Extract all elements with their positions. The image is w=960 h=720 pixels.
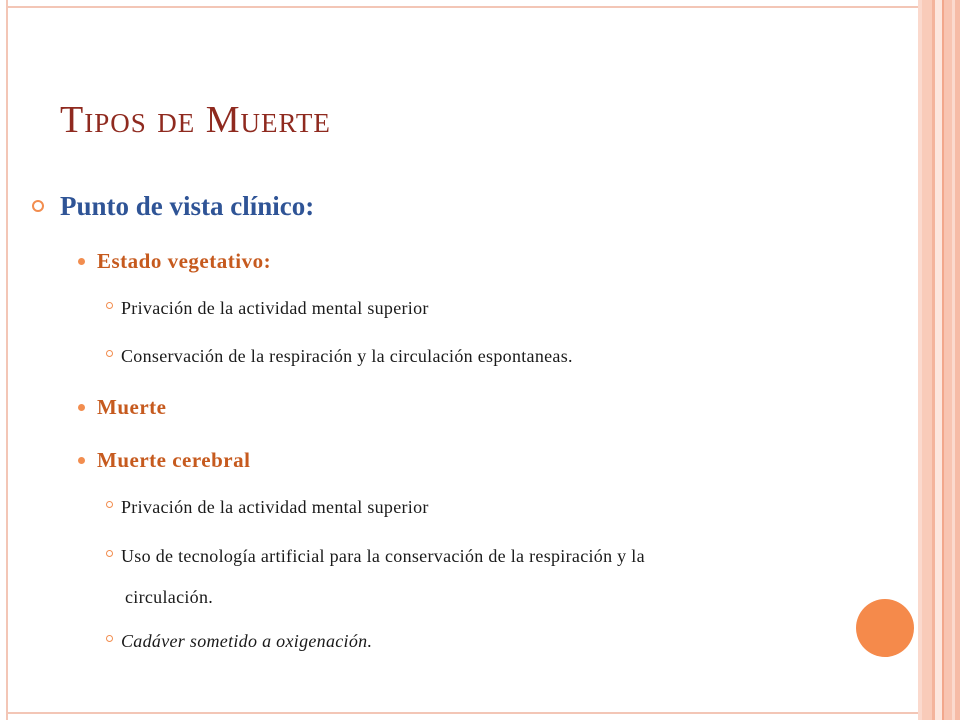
list-item xyxy=(106,538,645,574)
ring-bullet-icon xyxy=(106,550,113,557)
slide-title: Tipos de Muerte xyxy=(60,99,331,141)
list-item xyxy=(106,290,429,326)
item-text: Conservación de la respiración y la circulación espontaneas. xyxy=(121,346,573,366)
decorative-circle xyxy=(856,599,914,657)
ring-bullet-icon xyxy=(106,302,113,309)
frame-top-border xyxy=(6,6,918,8)
section-muerte xyxy=(78,392,166,422)
ring-bullet-icon xyxy=(32,200,44,212)
item-text: Uso de tecnología artificial para la conservación de la respiración y la xyxy=(121,546,645,566)
section-estado-vegetativo xyxy=(78,246,271,276)
dot-bullet-icon xyxy=(78,258,85,265)
ring-bullet-icon xyxy=(106,501,113,508)
decorative-stripes xyxy=(918,0,960,720)
section-label: Estado vegetativo: xyxy=(97,248,272,273)
item-text: circulación. xyxy=(125,587,214,607)
list-item xyxy=(106,338,573,374)
frame-bottom-border xyxy=(6,712,918,714)
ring-bullet-icon xyxy=(106,350,113,357)
list-item xyxy=(106,489,429,525)
item-text: Cadáver sometido a oxigenación. xyxy=(121,631,373,651)
list-item-continuation xyxy=(125,579,213,615)
item-text: Privación de la actividad mental superior xyxy=(121,298,429,318)
section-label: Muerte cerebral xyxy=(97,447,251,472)
list-item xyxy=(106,623,372,659)
section-muerte-cerebral xyxy=(78,445,250,475)
frame-left-border xyxy=(6,0,8,720)
heading-item xyxy=(32,186,314,226)
dot-bullet-icon xyxy=(78,457,85,464)
ring-bullet-icon xyxy=(106,635,113,642)
section-label: Muerte xyxy=(97,394,167,419)
dot-bullet-icon xyxy=(78,404,85,411)
item-text: Privación de la actividad mental superior xyxy=(121,497,429,517)
heading-text: Punto de vista clínico: xyxy=(60,190,315,221)
